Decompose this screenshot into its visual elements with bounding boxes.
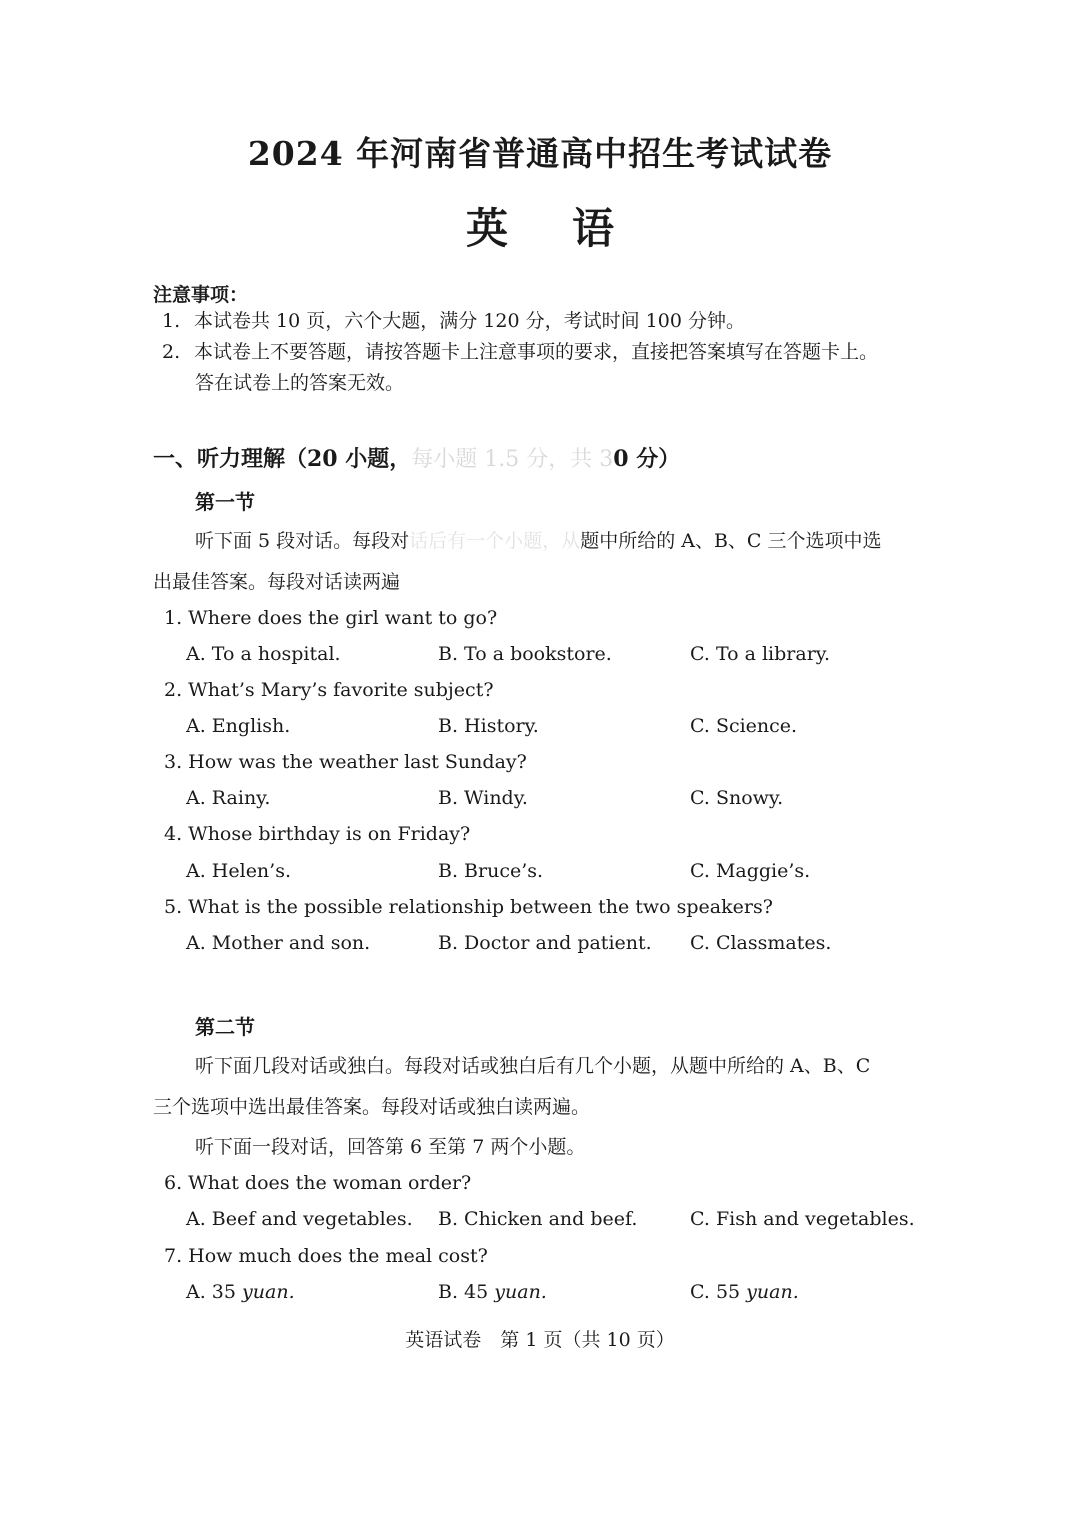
section-heading	[153, 442, 680, 473]
page-footer: 英语试卷 第 1 页（共 10 页）	[405, 1329, 675, 1351]
question: 7. How much does the meal cost?	[164, 1245, 488, 1267]
option-a: A. Rainy.	[186, 787, 271, 809]
option-b: B. Chicken and beef.	[438, 1208, 638, 1230]
option-b	[438, 1281, 547, 1303]
notice-item-text: 本试卷上不要答题，请按答题卡上注意事项的要求，直接把答案填写在答题卡上。	[194, 341, 879, 363]
part-heading: 第二节	[195, 1015, 255, 1039]
notice-item-number: 2.	[162, 341, 181, 363]
notice-item	[162, 306, 962, 336]
option-b: B. Windy.	[438, 787, 528, 809]
option-c: C. Maggie’s.	[690, 860, 811, 882]
question: 3. How was the weather last Sunday?	[164, 751, 527, 773]
option-b: B. History.	[438, 715, 539, 737]
section-heading-faded: 每小题 1.5 分，共 3	[411, 447, 614, 472]
notice-item-number: 1.	[162, 310, 181, 332]
option-value: C. 55	[690, 1281, 741, 1303]
question: 1. Where does the girl want to go?	[164, 607, 498, 629]
option-value: A. 35	[186, 1281, 236, 1303]
question: 6. What does the woman order?	[164, 1172, 472, 1194]
option-c: C. Classmates.	[690, 932, 832, 954]
question: 5. What is the possible relationship between the two speakers?	[164, 896, 773, 918]
option-c: C. Science.	[690, 715, 798, 737]
notice-item-text: 本试卷共 10 页，六个大题，满分 120 分，考试时间 100 分钟。	[194, 310, 745, 332]
option-b: B. Doctor and patient.	[438, 932, 652, 954]
option-b: B. To a bookstore.	[438, 643, 612, 665]
option-a: A. Mother and son.	[186, 932, 371, 954]
option-c: C. To a library.	[690, 643, 831, 665]
option-a: A. To a hospital.	[186, 643, 341, 665]
option-a: A. Helen’s.	[186, 860, 292, 882]
question: 4. Whose birthday is on Friday?	[164, 823, 471, 845]
sub-intro: 听下面一段对话，回答第 6 至第 7 两个小题。	[195, 1136, 586, 1158]
part-intro	[195, 526, 882, 553]
subject-title: 英语	[465, 204, 678, 253]
part-intro-text-end: 题中所给的 A、B、C 三个选项中选	[580, 530, 882, 552]
option-b: B. Bruce’s.	[438, 860, 544, 882]
option-c: C. Fish and vegetables.	[690, 1208, 915, 1230]
notice-continuation: 答在试卷上的答案无效。	[195, 372, 405, 394]
option-unit: yuan.	[494, 1281, 547, 1303]
option-unit: yuan.	[746, 1281, 799, 1303]
option-a	[186, 1281, 295, 1303]
option-c	[690, 1281, 799, 1303]
part-intro: 听下面几段对话或独白。每段对话或独白后有几个小题，从题中所给的 A、B、C	[195, 1055, 871, 1077]
option-a: A. Beef and vegetables.	[186, 1208, 413, 1230]
part-intro-faded: 话后有一个小题，从	[409, 530, 581, 552]
question: 2. What’s Mary’s favorite subject?	[164, 679, 494, 701]
section-heading-text: 一、听力理解（20 小题，	[153, 446, 412, 472]
option-value: B. 45	[438, 1281, 489, 1303]
option-c: C. Snowy.	[690, 787, 784, 809]
option-a: A. English.	[186, 715, 291, 737]
part-intro-text: 听下面 5 段对话。每段对	[195, 530, 410, 552]
part-intro-line2: 出最佳答案。每段对话读两遍	[153, 571, 401, 593]
section-heading-text-end: 0 分）	[613, 446, 681, 472]
notice-heading: 注意事项：	[153, 284, 249, 306]
part-heading: 第一节	[195, 490, 255, 514]
part-intro-line2: 三个选项中选出最佳答案。每段对话或独白读两遍。	[153, 1096, 591, 1118]
exam-title: 2024 年河南省普通高中招生考试试卷	[247, 134, 833, 173]
option-unit: yuan.	[242, 1281, 295, 1303]
notice-item	[162, 337, 962, 367]
